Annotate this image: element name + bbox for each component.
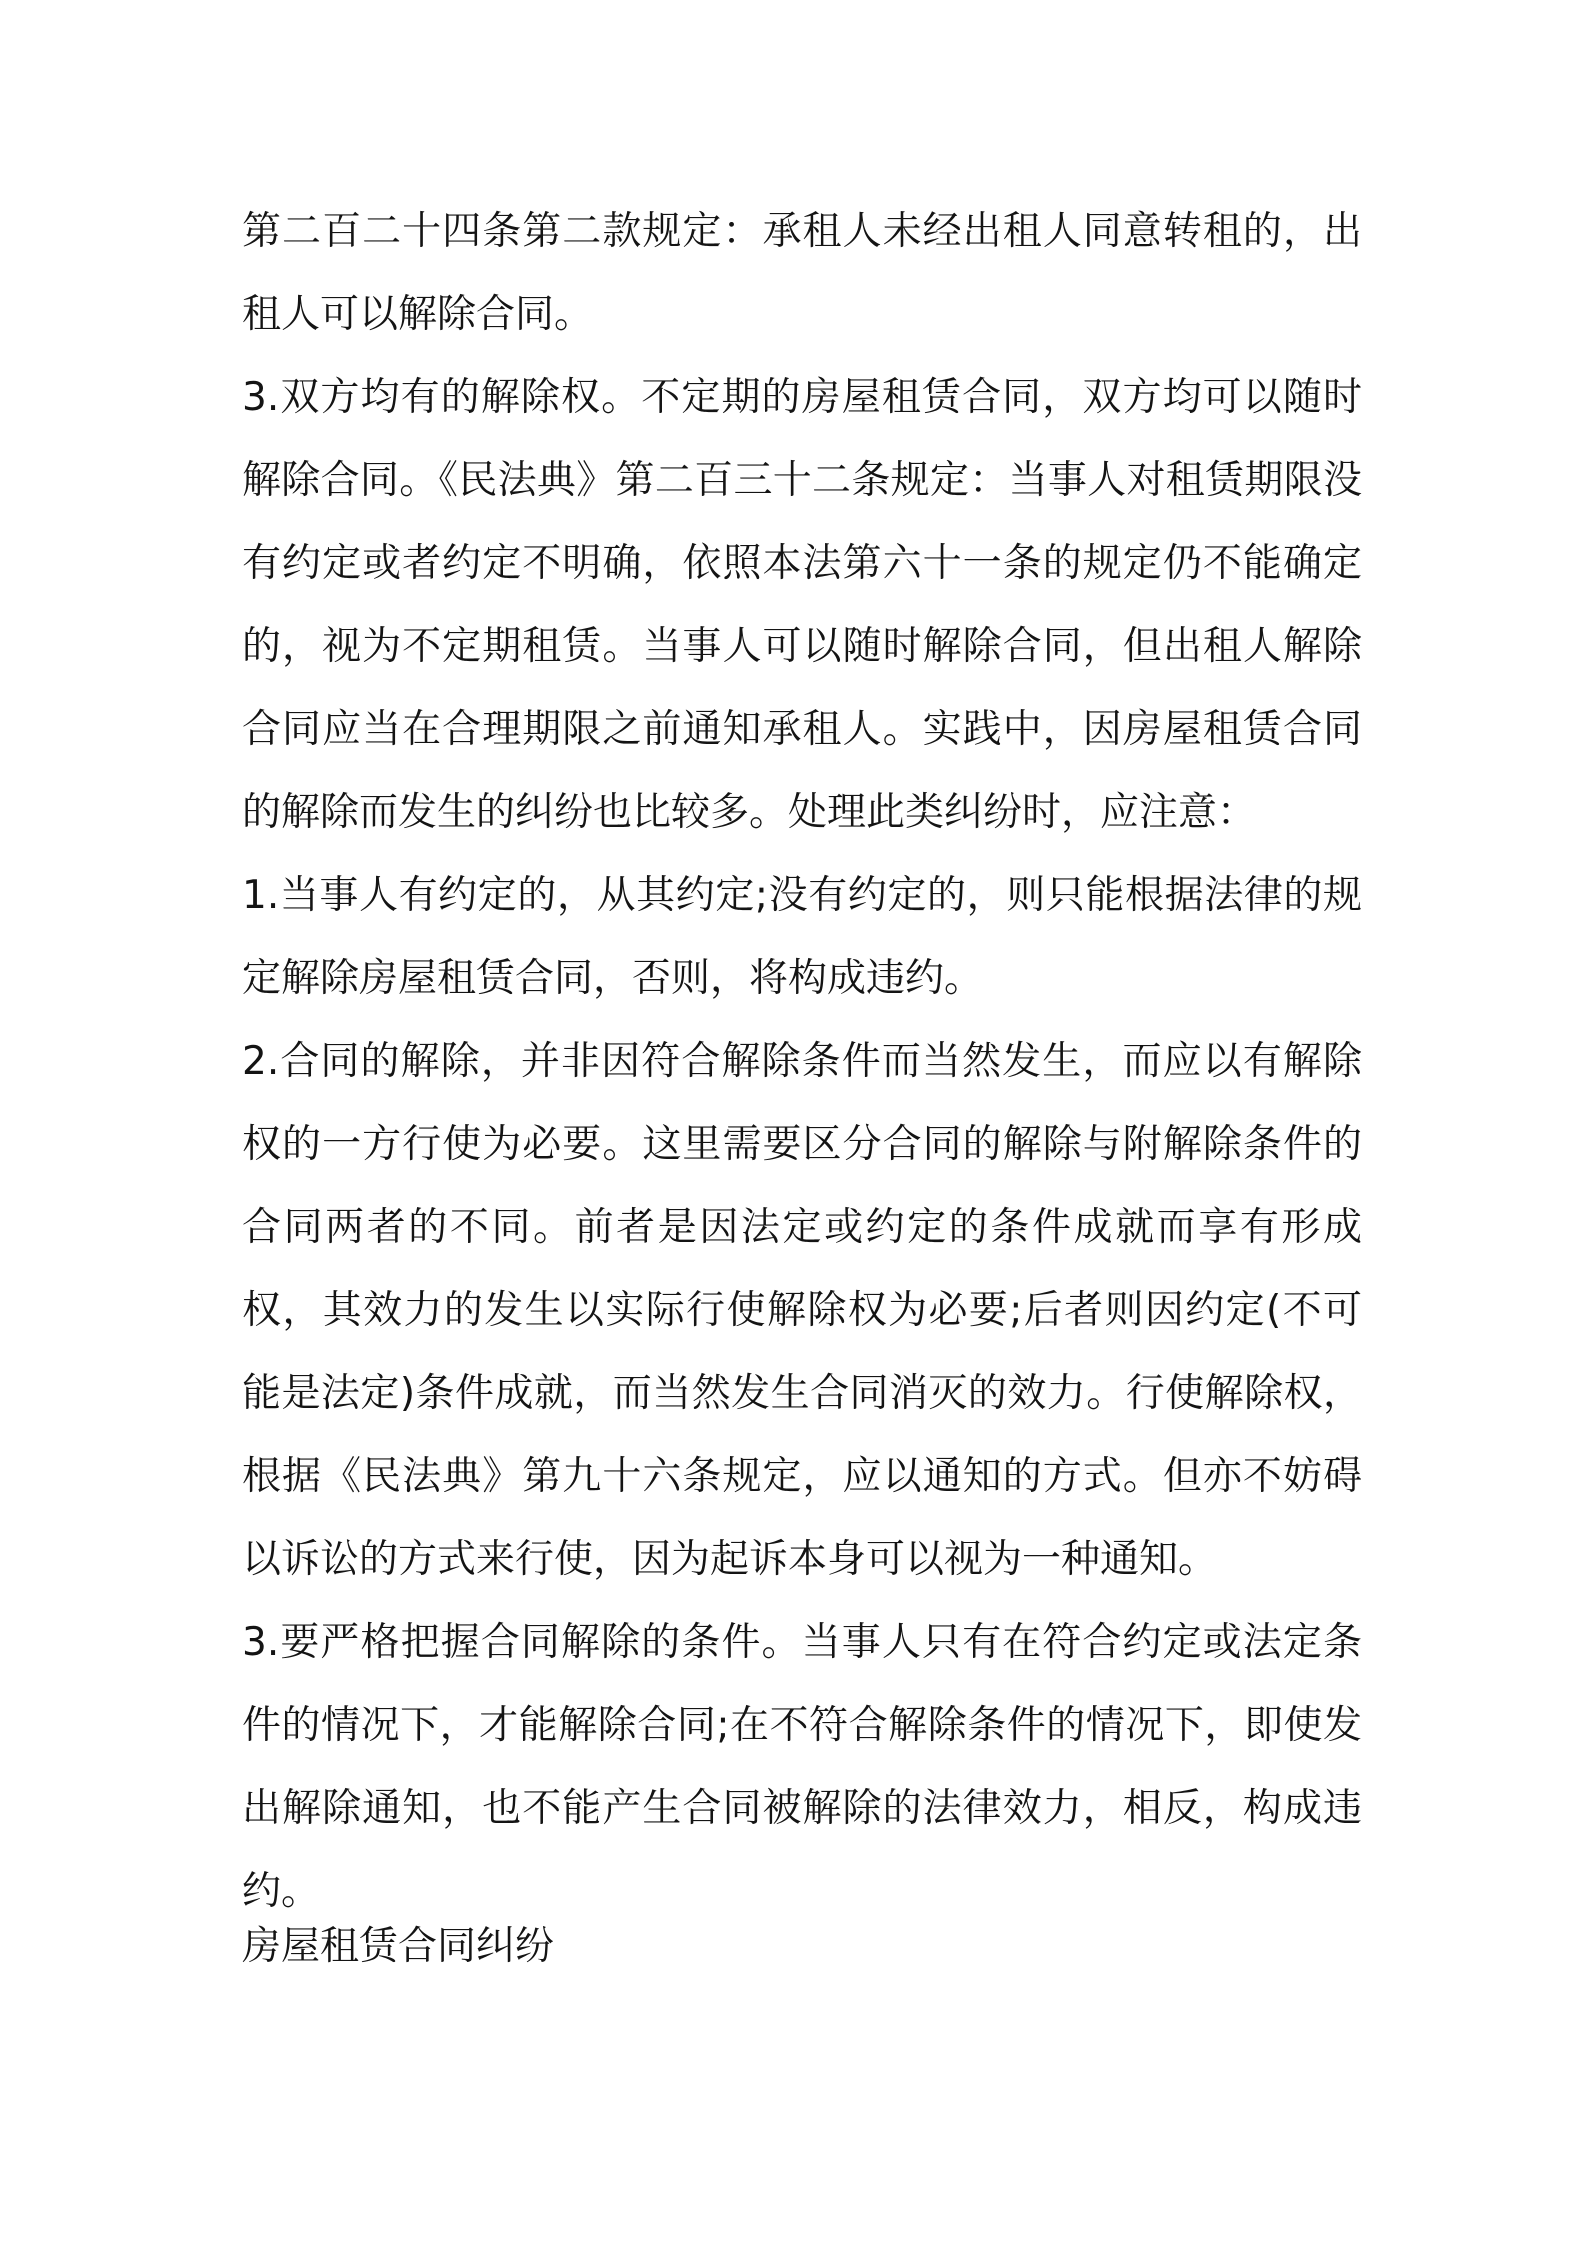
paragraph-mutual-termination-right: 3.双方均有的解除权。不定期的房屋租赁合同，双方均可以随时解除合同。《民法典》第二百三十二条规定：当事人对租赁期限没有约定或者约定不明确，依照本法第六十一条的规定仍不能确定的，视为不定期租赁。当事人可以随时解除合同，但出租人解除合同应当在合理期限之前通知承租人。实践中，因房屋租赁合同的解除而发生的纠纷也比较多。处理此类纠纷时，应注意： <box>242 375 1362 835</box>
paragraph-note-3-conditions: 3.要严格把握合同解除的条件。当事人只有在符合约定或法定条件的情况下，才能解除合同;在不符合解除条件的情况下，即使发出解除通知，也不能产生合同被解除的法律效力，相反，构成违约。 <box>242 1620 1362 1914</box>
paragraph-note-1-agreement: 1.当事人有约定的，从其约定;没有约定的，则只能根据法律的规定解除房屋租赁合同，否则，将构成违约。 <box>242 873 1362 1001</box>
paragraph-article-224: 第二百二十四条第二款规定：承租人未经出租人同意转租的，出租人可以解除合同。 <box>242 209 1362 337</box>
paragraph-note-2-exercise: 2.合同的解除，并非因符合解除条件而当然发生，而应以有解除权的一方行使为必要。这里需要区分合同的解除与附解除条件的合同两者的不同。前者是因法定或约定的条件成就而享有形成权，其效力的发生以实际行使解除权为必要;后者则因约定(不可能是法定)条件成就，而当然发生合同消灭的效力。行使解除权，根据《民法典》第九十六条规定，应以通知的方式。但亦不妨碍以诉讼的方式来行使，因为起诉本身可以视为一种通知。 <box>242 1039 1362 1582</box>
section-heading: 房屋租赁合同纠纷 <box>242 1924 555 1969</box>
body-text <box>242 190 1362 1933</box>
